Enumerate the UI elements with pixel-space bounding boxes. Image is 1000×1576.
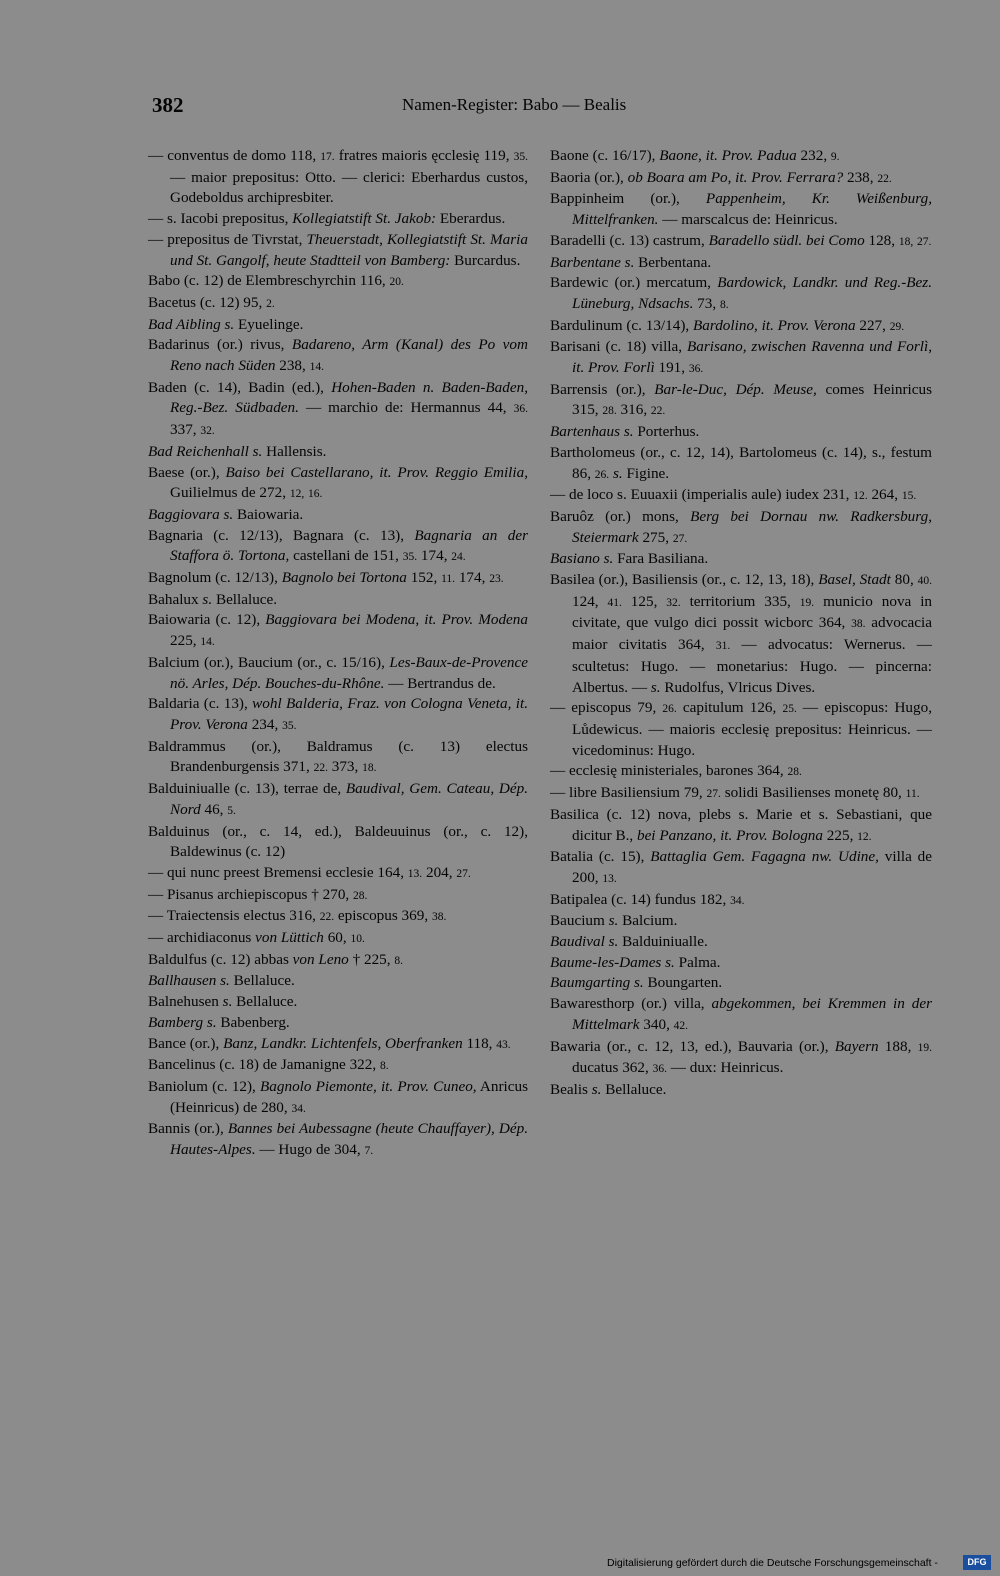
index-entry: Bahalux s. Bellaluce. — [148, 590, 278, 608]
index-entry: Baldulfus (c. 12) abbas von Leno † 225, 8. — [148, 950, 403, 968]
index-entry: Batipalea (c. 14) fundus 182, 34. — [550, 890, 745, 908]
index-entry: Baden (c. 14), Badin (ed.), Hohen-Baden n. Baden-Baden, Reg.-Bez. Südbaden. — marchio de: Hermannus 44, 36. 337, 32. — [148, 378, 528, 439]
index-entry: Baese (or.), Baiso bei Castellarano, it. Prov. Reggio Emilia, Guilielmus de 272, 12, 16. — [148, 463, 528, 502]
index-entry: Bance (or.), Banz, Landkr. Lichtenfels, Oberfranken 118, 43. — [148, 1034, 511, 1052]
index-entry: — s. Iacobi prepositus, Kollegiatstift St. Jakob: Eberardus. — [148, 210, 506, 228]
index-entry: Baucium s. Balcium. — [550, 912, 678, 930]
index-entry: — de loco s. Euuaxii (imperialis aule) iudex 231, 12. 264, 15. — [550, 486, 917, 504]
index-entry: Bacetus (c. 12) 95, 2. — [148, 293, 275, 311]
index-entry: Bagnaria (c. 12/13), Bagnara (c. 13), Bagnaria an der Staffora ö. Tortona, castellani de 151, 35. 174, 24. — [148, 526, 528, 565]
index-entry: — Traiectensis electus 316, 22. episcopus 369, 38. — [148, 907, 447, 925]
index-entry: Bamberg s. Babenberg. — [148, 1013, 290, 1031]
index-entry: Baggiovara s. Baiowaria. — [148, 505, 304, 523]
index-entry: Bagnolum (c. 12/13), Bagnolo bei Tortona 152, 11. 174, 23. — [148, 569, 504, 587]
index-entry: — Pisanus archiepiscopus † 270, 28. — [148, 885, 368, 903]
index-entry: Baldrammus (or.), Baldramus (c. 13) electus Brandenburgensis 371, 22. 373, 18. — [148, 737, 528, 776]
index-entry: Bardulinum (c. 13/14), Bardolino, it. Prov. Verona 227, 29. — [550, 316, 905, 334]
index-entry: Balduiniualle (c. 13), terrae de, Baudival, Gem. Cateau, Dép. Nord 46, 5. — [148, 780, 528, 818]
index-entry: Baone (c. 16/17), Baone, it. Prov. Padua 232, 9. — [550, 147, 840, 164]
index-entry: Baudival s. Balduiniualle. — [550, 933, 708, 951]
index-entry: Basilea (or.), Basiliensis (or., c. 12, 13, 18), Basel, Stadt 80, 40. 124, 41. 125, 32. territorium 335, 19. municio nova in civitate, que vulgo dici possit wicborc 364, 38. advocacia maior civitatis 364, 31. — advocatus: Wernerus. — scultetus: Hugo. — monetarius: Hugo. — pincerna: Albertus. — s. Rudolfus, Vlricus Dives. — [550, 571, 933, 696]
index-column-left — [148, 146, 528, 1162]
index-entry: Baoria (or.), ob Boara am Po, it. Prov. Ferrara? 238, 22. — [550, 168, 892, 186]
index-entry: Bawaria (or., c. 12, 13, ed.), Bauvaria (or.), Bayern 188, 19. ducatus 362, 36. — dux: Heinricus. — [550, 1037, 932, 1077]
index-entry: Basiano s. Fara Basiliana. — [550, 550, 709, 568]
index-entry: Baniolum (c. 12), Bagnolo Piemonte, it. Prov. Cuneo, Anricus (Heinricus) de 280, 34. — [148, 1077, 528, 1116]
index-entry: Bardewic (or.) mercatum, Bardowick, Landkr. und Reg.-Bez. Lüneburg, Ndsachs. 73, 8. — [550, 274, 932, 312]
index-entry: Baume-les-Dames s. Palma. — [550, 953, 721, 971]
index-entry: — prepositus de Tivrstat, Theuerstadt, Kollegiatstift St. Maria und St. Gangolf, heute Stadtteil von Bamberg: Burcardus. — [148, 230, 528, 269]
index-entry: Balnehusen s. Bellaluce. — [148, 993, 298, 1011]
index-entry: Ballhausen s. Bellaluce. — [148, 972, 295, 990]
index-entry: Bealis s. Bellaluce. — [550, 1080, 667, 1098]
index-entry: Bancelinus (c. 18) de Jamanigne 322, 8. — [148, 1056, 389, 1074]
footer-credit: Digitalisierung gefördert durch die Deutsche Forschungsgemeinschaft - — [607, 1557, 938, 1569]
index-entry: — libre Basiliensium 79, 27. solidi Basilienses monetę 80, 11. — [550, 784, 920, 802]
page-number: 382 — [152, 93, 184, 117]
index-entry: Barisani (c. 18) villa, Barisano, zwischen Ravenna und Forlì, it. Prov. Forlì 191, 36. — [550, 338, 933, 377]
index-entry: Bappinheim (or.), Pappenheim, Kr. Weißenburg, Mittelfranken. — marscalcus de: Heinricus. — [550, 190, 933, 229]
dfg-logo: DFG — [963, 1555, 991, 1570]
index-entry: — conventus de domo 118, 17. fratres maioris ęcclesię 119, 35. — maior prepositus: Otto. — clerici: Eberhardus custos, Godeboldus archipresbiter. — [148, 147, 528, 207]
running-head: Namen-Register: Babo — Bealis — [402, 95, 627, 114]
index-entry: Barbentane s. Berbentana. — [550, 253, 712, 271]
index-entry: Baumgarting s. Boungarten. — [550, 974, 723, 992]
index-entry: Baruôz (or.) mons, Berg bei Dornau nw. Radkersburg, Steiermark 275, 27. — [550, 507, 932, 546]
index-entry: Batalia (c. 15), Battaglia Gem. Fagagna nw. Udine, villa de 200, 13. — [550, 848, 933, 886]
index-entry: Bartenhaus s. Porterhus. — [550, 423, 700, 441]
index-entry: Bad Aibling s. Eyuelinge. — [148, 315, 304, 333]
index-entry: Bad Reichenhall s. Hallensis. — [148, 442, 327, 460]
index-entry: — episcopus 79, 26. capitulum 126, 25. — episcopus: Hugo, Lůdewicus. — maioris ecclesię prepositus: Heinricus. — vicedominus: Hugo. — [550, 699, 932, 759]
index-entry: Balduinus (or., c. 14, ed.), Baldeuuinus (or., c. 12), Baldewinus (c. 12) — [148, 822, 528, 861]
index-entry: — ecclesię ministeriales, barones 364, 28. — [550, 762, 802, 780]
index-entry: Baradelli (c. 13) castrum, Baradello südl. bei Como 128, 18, 27. — [550, 231, 932, 249]
index-entry: — archidiaconus von Lüttich 60, 10. — [148, 929, 365, 947]
index-entry: Bawaresthorp (or.) villa, abgekommen, bei Kremmen in der Mittelmark 340, 42. — [550, 995, 932, 1033]
index-entry: Badarinus (or.) rivus, Badareno, Arm (Kanal) des Po vom Reno nach Süden 238, 14. — [148, 336, 528, 375]
index-entry: — qui nunc preest Bremensi ecclesie 164, 13. 204, 27. — [148, 863, 471, 881]
index-entry: Baldaria (c. 13), wohl Balderia, Fraz. von Cologna Veneta, it. Prov. Verona 234, 35. — [148, 695, 528, 733]
index-column-right — [550, 146, 932, 1101]
index-entry: Bannis (or.), Bannes bei Aubessagne (heute Chauffayer), Dép. Hautes-Alpes. — Hugo de 304, 7. — [148, 1120, 528, 1159]
index-entry: Balcium (or.), Baucium (or., c. 15/16), Les-Baux-de-Provence nö. Arles, Dép. Bouches-du-Rhône. — Bertrandus de. — [148, 653, 528, 692]
index-entry: Basilica (c. 12) nova, plebs s. Marie et s. Sebastiani, que dicitur B., bei Panzano, it. Prov. Bologna 225, 12. — [550, 805, 932, 844]
index-entry: Babo (c. 12) de Elembreschyrchin 116, 20. — [148, 272, 404, 290]
index-entry: Barrensis (or.), Bar-le-Duc, Dép. Meuse, comes Heinricus 315, 28. 316, 22. — [550, 380, 932, 419]
index-entry: Bartholomeus (or., c. 12, 14), Bartolomeus (c. 14), s., festum 86, 26. s. Figine. — [550, 443, 932, 482]
index-entry: Baiowaria (c. 12), Baggiovara bei Modena, it. Prov. Modena 225, 14. — [148, 611, 528, 650]
